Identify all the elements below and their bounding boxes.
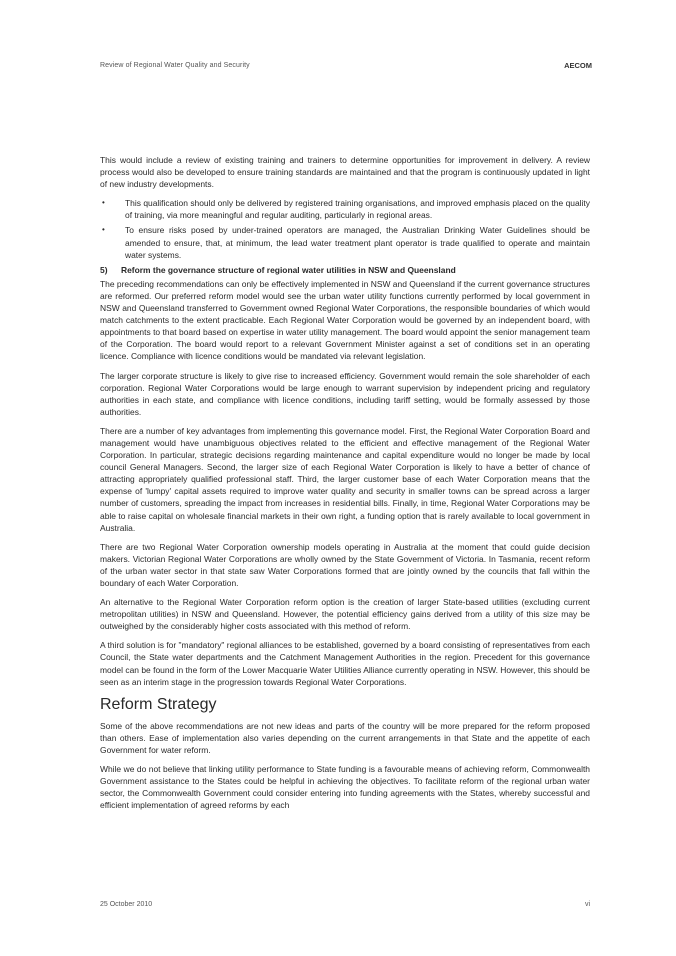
numbered-subheading: [100, 264, 590, 276]
bullet-list: [100, 197, 590, 260]
page-number: vi: [584, 901, 590, 908]
paragraph: There are a number of key advantages from implementing this governance model. First, the Regional Water Corporation Board and management would have unambiguous objectives related to the efficient and effective management of the Regional Water Corporation. In particular, strategic decisions regarding maintenance and capital expenditure would no longer be made by local council General Managers. Second, the larger size of each Regional Water Corporation is likely to have a better of chance of attracting appropriately qualified professional staff. Third, the larger customer base of each Water Corporation means that the expense of 'lumpy' capital assets required to improve water quality and security in smaller towns can be spread across a larger number of customers, spreading the impact from increases in residential bills. Finally, in time, Regional Water Corporations may be able to raise capital on wholesale financial markets in their own right, a funding option that is rarely available to local government in Australia.: [100, 425, 590, 533]
bullet-icon: •: [102, 198, 105, 208]
bullet-text: To ensure risks posed by under-trained operators are managed, the Australian Drinking Water Guidelines should be amended to ensure, that, at minimum, the lead water treatment plant operator is trade qualified to operate and maintain water systems.: [125, 225, 590, 260]
paragraph: A third solution is for "mandatory" regional alliances to be established, governed by a board consisting of representatives from each Council, the State water departments and the Catchment Management Authorities in the region. Precedent for this governance model can be found in the form of the Lower Macquarie Water Utilities Alliance currently operating in NSW. However, this should be seen as an interim stage in the progression towards Regional Water Corporations.: [100, 640, 590, 687]
paragraph: The preceding recommendations can only be effectively implemented in NSW and Queensland if the current governance structures are reformed. Our preferred reform model would see the urban water utility functions currently performed by local government in NSW and Queensland transferred to Government owned Regional Water Corporations, the responsible boundaries of which would match catchments to the extent practicable. Each Regional Water Corporation would be governed by an independent board, with appointments to that board based on expertise in water utility management. The board would appoint the senior management team of the Corporation. The board would report to a relevant Government Minister against a set of conditions set in an operating licence. Compliance with licence conditions would be mandated via relevant legislation.: [100, 278, 590, 362]
bullet-item: [100, 197, 590, 221]
bullet-icon: •: [102, 225, 105, 235]
section-paragraph: Some of the above recommendations are not new ideas and parts of the country will be more prepared for the reform proposed than others. Ease of implementation also varies depending on the current arrangements in that State and the appetite of each Government for water reform.: [100, 720, 590, 755]
paragraph: An alternative to the Regional Water Corporation reform option is the creation of larger State-based utilities (excluding current metropolitan utilities) in NSW and Queensland. However, the potential efficiency gains derived from a utility of this size may be outweighed by the considerably higher costs associated with this method of reform.: [100, 597, 590, 632]
paragraph: The larger corporate structure is likely to give rise to increased efficiency. Government would remain the sole shareholder of each corporation. Regional Water Corporations would be large enough to warrant supervision by independent pricing and regulatory authorities in each state, and compliance with licence conditions, including tariff setting, would be formally assessed by those authorities.: [100, 370, 590, 417]
intro-paragraph: This would include a review of existing training and trainers to determine opportunities for improvement in delivery. A review process would also be developed to ensure training standards are maintained and that the program is continuously updated in light of new industry developments.: [100, 155, 590, 190]
bullet-item: [100, 224, 590, 260]
section-heading: Reform Strategy: [100, 695, 217, 713]
footer-date: 25 October 2010: [100, 901, 153, 908]
bullet-text: This qualification should only be delivered by registered training organisations, and improved emphasis placed on the quality of training, via more meaningful and regular auditing, particularly in regional areas.: [125, 198, 590, 221]
company-logo-text: AECOM: [564, 61, 592, 70]
paragraph: There are two Regional Water Corporation ownership models operating in Australia at the moment that could guide decision makers. Victorian Regional Water Corporations are wholly owned by the State Government of Victoria. In Tasmania, recent reform of the urban water sector in that state saw Water Corporations formed that are jointly owned by the councils that fall within the boundary of each Water Corporation.: [100, 541, 590, 588]
section-paragraph: While we do not believe that linking utility performance to State funding is a favourable means of achieving reform, Commonwealth Government assistance to the States could be helpful in achieving the objectives. To facilitate reform of the regional urban water sector, the Commonwealth Government could consider entering into funding agreements with the States, whereby successful and efficient implementation of agreed reforms by each: [100, 764, 590, 811]
subheading-number: 5): [100, 264, 108, 275]
body-text: [100, 154, 590, 818]
running-header-title: Review of Regional Water Quality and Security: [100, 62, 250, 69]
subheading-text: Reform the governance structure of regional water utilities in NSW and Queensland: [121, 264, 456, 275]
